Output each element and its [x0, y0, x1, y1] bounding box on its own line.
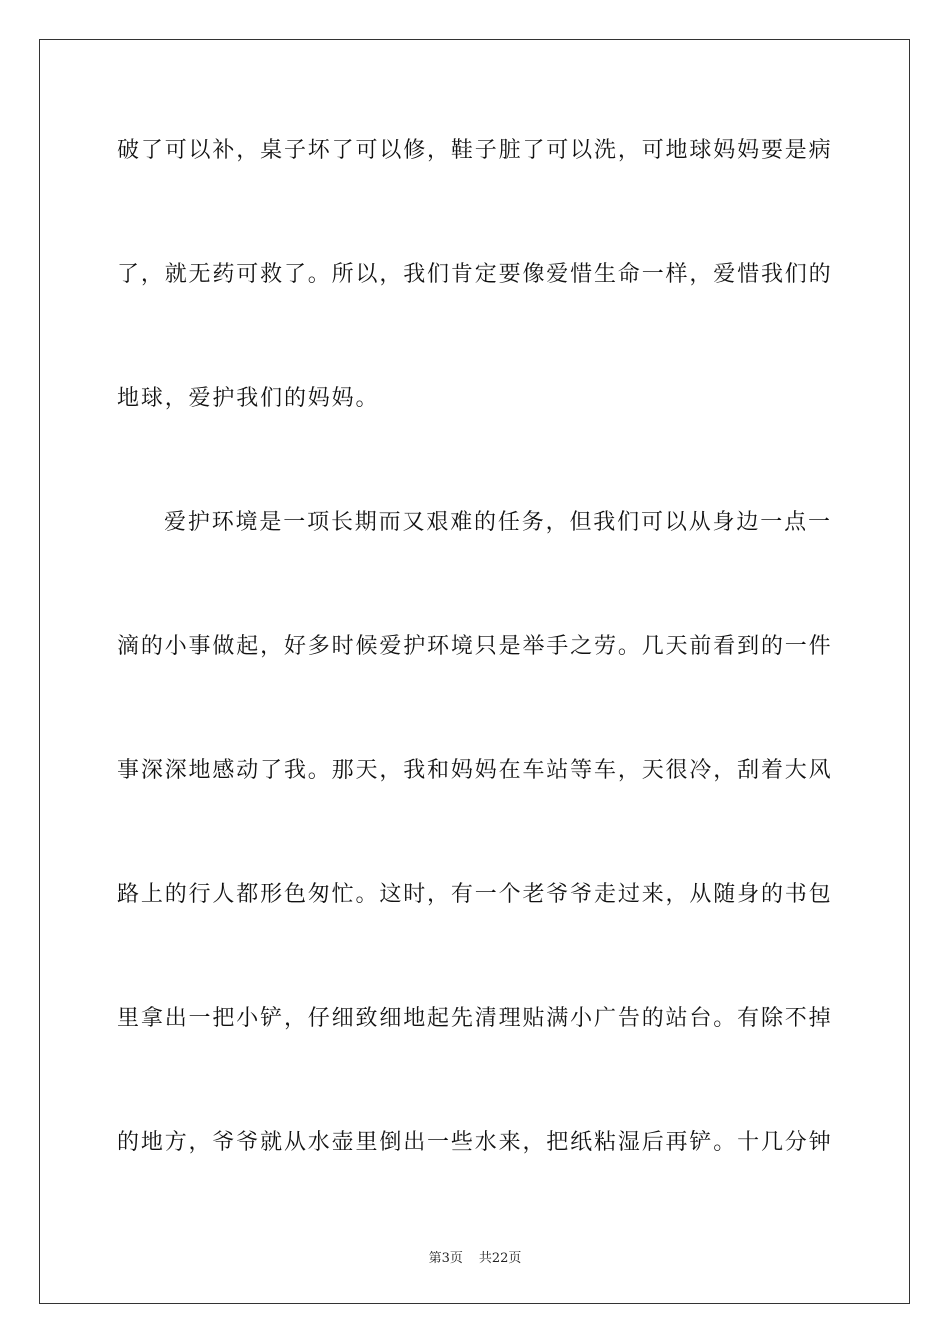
body-text-line: 了，就无药可救了。所以，我们肯定要像爱惜生命一样，爱惜我们的 — [117, 262, 833, 287]
total-pages: 共22页 — [478, 1251, 522, 1266]
body-text-line: 路上的行人都形色匆忙。这时，有一个老爷爷走过来，从随身的书包 — [117, 882, 833, 907]
body-text-line: 破了可以补，桌子坏了可以修，鞋子脏了可以洗，可地球妈妈要是病 — [117, 138, 833, 163]
body-text-line: 地球，爱护我们的妈妈。 — [117, 386, 380, 411]
body-text-line: 事深深地感动了我。那天，我和妈妈在车站等车，天很冷，刮着大风 — [117, 758, 833, 783]
body-text-line: 的地方，爷爷就从水壶里倒出一些水来，把纸粘湿后再铲。十几分钟 — [117, 1130, 833, 1155]
page-border — [39, 39, 910, 1304]
body-text-line: 滴的小事做起，好多时候爱护环境只是举手之劳。几天前看到的一件 — [117, 634, 833, 659]
page-number: 第3页 — [428, 1251, 463, 1266]
body-text-line: 里拿出一把小铲，仔细致细地起先清理贴满小广告的站台。有除不掉 — [117, 1006, 833, 1031]
paragraph-first-line: 爱护环境是一项长期而又艰难的任务，但我们可以从身边一点一 — [164, 510, 832, 535]
page-footer — [0, 1247, 950, 1266]
